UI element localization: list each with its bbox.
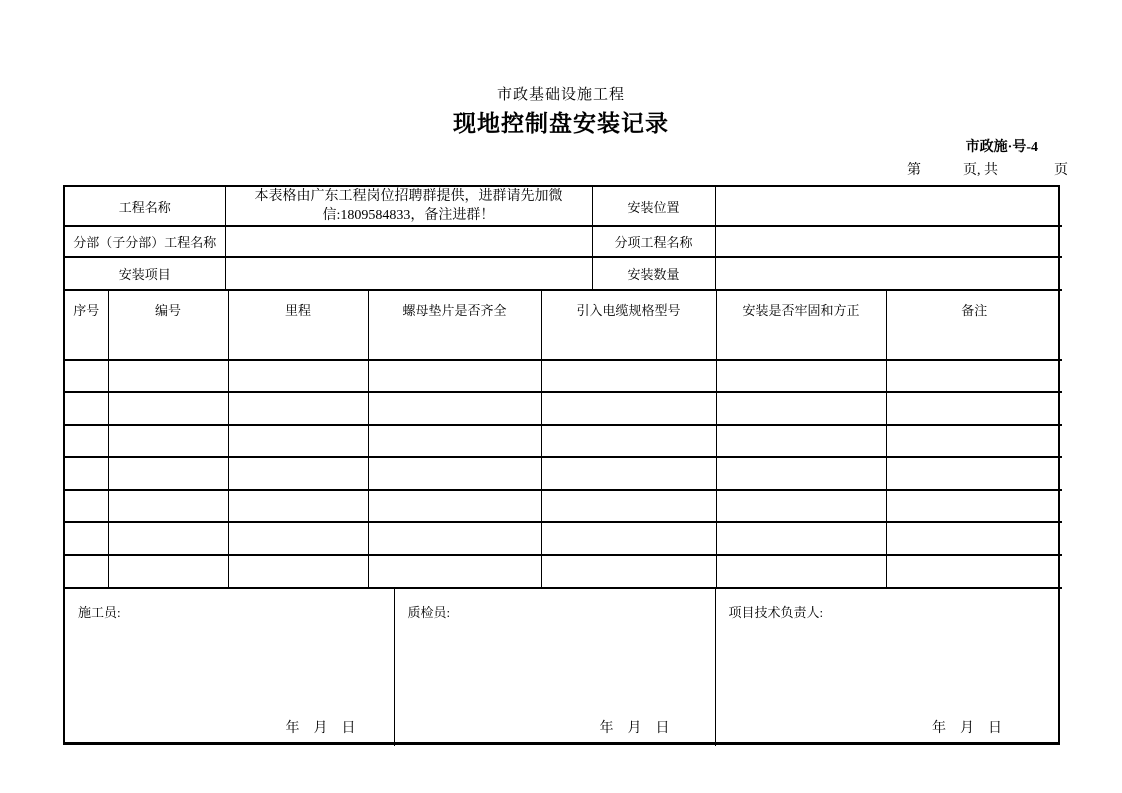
technical-manager-signature-cell[interactable] — [715, 588, 1062, 746]
grid-cell[interactable] — [541, 425, 716, 458]
grid-cell[interactable] — [716, 490, 886, 523]
signature-section — [65, 587, 1062, 746]
grid-cell[interactable] — [65, 360, 108, 393]
grid-data-row — [65, 490, 1062, 523]
grid-cell[interactable] — [886, 425, 1062, 458]
grid-cell[interactable] — [886, 327, 1062, 360]
subitem-name-label: 分项工程名称 — [592, 226, 715, 257]
col-header-seq: 序号 — [73, 302, 100, 318]
col-header-mileage: 里程 — [228, 290, 368, 327]
grid-cell[interactable] — [541, 490, 716, 523]
grid-data-row — [65, 425, 1062, 458]
grid-cell[interactable] — [65, 327, 108, 360]
grid-cell[interactable] — [541, 555, 716, 588]
grid-cell[interactable] — [228, 457, 368, 490]
grid-cell[interactable] — [228, 360, 368, 393]
doc-number: 市政施·号-4 — [965, 140, 1038, 155]
subitem-name-value[interactable] — [715, 226, 1062, 257]
install-item-value[interactable] — [225, 257, 592, 289]
install-quantity-value[interactable] — [715, 257, 1062, 289]
install-item-label: 安装项目 — [65, 257, 225, 289]
constructor-date: 年 月 日 — [285, 721, 356, 736]
col-header-nut-gasket: 螺母垫片是否齐全 — [368, 290, 541, 327]
grid-cell[interactable] — [541, 360, 716, 393]
grid-cell[interactable] — [886, 490, 1062, 523]
grid-cell[interactable] — [368, 457, 541, 490]
grid-cell[interactable] — [541, 392, 716, 425]
grid-cell[interactable] — [716, 327, 886, 360]
grid-header-row — [65, 290, 1062, 327]
grid-cell[interactable] — [108, 522, 228, 555]
col-header-cable-spec: 引入电缆规格型号 — [541, 290, 716, 327]
grid-data-row — [65, 360, 1062, 393]
grid-cell[interactable] — [368, 490, 541, 523]
grid-cell[interactable] — [108, 425, 228, 458]
grid-data-row — [65, 522, 1062, 555]
form-subtitle: 市政基础设施工程 — [496, 87, 625, 103]
quality-inspector-signature-cell[interactable] — [394, 588, 715, 746]
grid-cell[interactable] — [541, 522, 716, 555]
technical-manager-label: 项目技术负责人: — [728, 605, 824, 620]
grid-data-row — [65, 457, 1062, 490]
quality-inspector-label: 质检员: — [407, 605, 451, 620]
grid-cell[interactable] — [228, 522, 368, 555]
grid-cell[interactable] — [228, 490, 368, 523]
quality-inspector-date: 年 月 日 — [599, 721, 670, 736]
project-name-label: 工程名称 — [118, 199, 171, 215]
grid-cell[interactable] — [65, 425, 108, 458]
grid-cell[interactable] — [368, 392, 541, 425]
grid-data-row — [65, 327, 1062, 360]
grid-cell[interactable] — [108, 490, 228, 523]
grid-cell[interactable] — [65, 555, 108, 588]
install-position-label: 安装位置 — [592, 187, 715, 226]
grid-cell[interactable] — [108, 555, 228, 588]
form-table — [63, 185, 1060, 745]
grid-cell[interactable] — [368, 555, 541, 588]
grid-cell[interactable] — [716, 457, 886, 490]
grid-cell[interactable] — [65, 522, 108, 555]
grid-cell[interactable] — [108, 360, 228, 393]
subdivision-name-value[interactable] — [225, 226, 592, 257]
grid-cell[interactable] — [886, 360, 1062, 393]
grid-cell[interactable] — [368, 360, 541, 393]
grid-cell[interactable] — [228, 327, 368, 360]
project-name-value[interactable] — [225, 187, 592, 226]
grid-cell[interactable] — [716, 522, 886, 555]
grid-cell[interactable] — [541, 457, 716, 490]
grid-cell[interactable] — [886, 392, 1062, 425]
grid-cell[interactable] — [228, 555, 368, 588]
info-section — [65, 187, 1062, 289]
form-title: 现地控制盘安装记录 — [453, 111, 669, 136]
constructor-signature-cell[interactable] — [65, 588, 394, 746]
grid-cell[interactable] — [65, 457, 108, 490]
grid-cell[interactable] — [886, 457, 1062, 490]
grid-data-row — [65, 555, 1062, 588]
subdivision-name-label: 分部（子分部）工程名称 — [65, 226, 225, 257]
constructor-label: 施工员: — [78, 605, 121, 620]
notice-line2: 信:1809584833，备注进群！ — [322, 208, 495, 223]
page-number-line: 第 页, 共 页 — [907, 163, 1068, 178]
grid-cell[interactable] — [716, 425, 886, 458]
grid-cell[interactable] — [541, 327, 716, 360]
install-quantity-label: 安装数量 — [592, 257, 715, 289]
grid-cell[interactable] — [368, 522, 541, 555]
grid-cell[interactable] — [886, 522, 1062, 555]
grid-data-row — [65, 392, 1062, 425]
grid-cell[interactable] — [368, 327, 541, 360]
grid-cell[interactable] — [228, 392, 368, 425]
notice-line1: 本表格由广东工程岗位招聘群提供，进群请先加微 — [254, 189, 563, 204]
install-position-value[interactable] — [715, 187, 1062, 226]
col-header-number: 编号 — [108, 290, 228, 327]
record-grid — [65, 289, 1062, 587]
grid-cell[interactable] — [716, 555, 886, 588]
col-header-firm-square: 安装是否牢固和方正 — [716, 290, 886, 327]
grid-cell[interactable] — [368, 425, 541, 458]
grid-cell[interactable] — [108, 392, 228, 425]
grid-cell[interactable] — [716, 392, 886, 425]
grid-cell[interactable] — [108, 457, 228, 490]
grid-cell[interactable] — [228, 425, 368, 458]
grid-cell[interactable] — [65, 392, 108, 425]
col-header-remarks: 备注 — [886, 290, 1062, 327]
technical-manager-date: 年 月 日 — [932, 721, 1002, 736]
grid-cell[interactable] — [65, 490, 108, 523]
grid-cell[interactable] — [108, 327, 228, 360]
grid-cell[interactable] — [716, 360, 886, 393]
grid-cell[interactable] — [886, 555, 1062, 588]
